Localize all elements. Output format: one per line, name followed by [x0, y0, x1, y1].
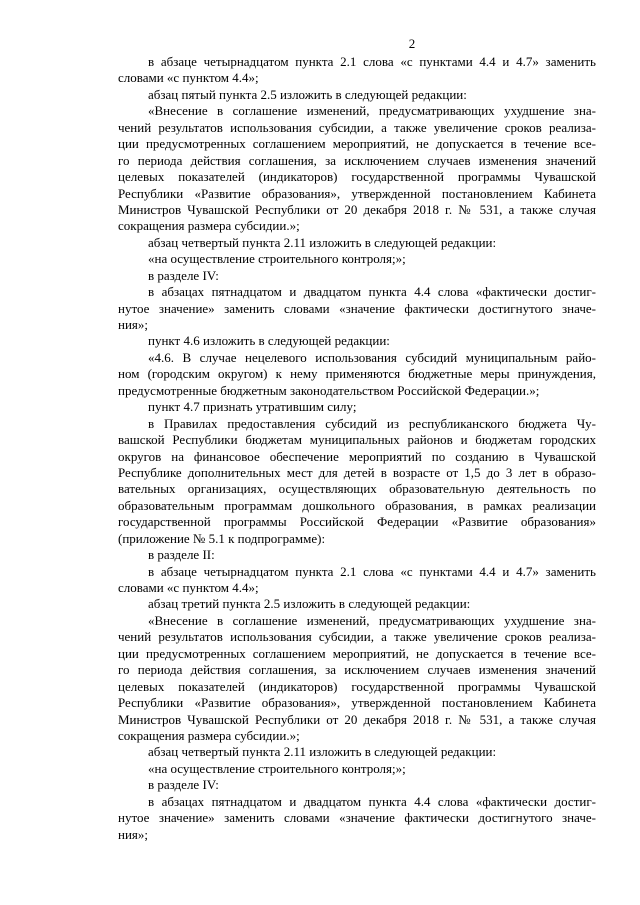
- text-line: чений результатов использования субсидии, а также увеличение сроков реализа-: [118, 629, 596, 645]
- text-line: «на осуществление строительного контроля;»;: [148, 251, 406, 267]
- text-line: чений результатов использования субсидии, а также увеличение сроков реализа-: [118, 119, 596, 135]
- text-line: целевых показателей (индикаторов) государственной программы Чувашской: [118, 678, 596, 694]
- text-line: абзац пятый пункта 2.5 изложить в следующей редакции:: [148, 86, 467, 102]
- text-line: нутое значение» заменить словами «значение фактически достигнутого значе-: [118, 810, 596, 826]
- text-line: «4.6. В случае нецелевого использования субсидий муниципальным райо-: [148, 349, 596, 365]
- text-line: в разделе IV:: [148, 777, 219, 793]
- text-line: словами «с пунктом 4.4»;: [118, 580, 259, 595]
- text-line: «на осуществление строительного контроля;»;: [148, 760, 406, 776]
- text-line: Республики «Развитие образования», утвержденной постановлением Кабинета: [118, 185, 596, 201]
- text-line: в Правилах предоставления субсидий из республиканского бюджета Чу-: [148, 415, 596, 431]
- text-line: предусмотренные бюджетным законодательством Российской Федерации.»;: [118, 382, 540, 398]
- text-line: образовательным программам дошкольного образования, в рамках реализации: [118, 497, 596, 513]
- text-line: (приложение № 5.1 к подпрограмме):: [118, 530, 326, 546]
- text-line: пункт 4.6 изложить в следующей редакции:: [148, 333, 390, 349]
- text-line: го периода действия соглашения, за исключением случаев изменения значений: [118, 152, 596, 168]
- text-line: «Внесение в соглашение изменений, предусматривающих ухудшение зна-: [148, 103, 596, 119]
- text-line: ния»;: [118, 317, 149, 332]
- text-line: ния»;: [118, 826, 149, 842]
- text-line: государственной программы Российской Федерации «Развитие образования»: [118, 514, 596, 530]
- text-line: в разделе II:: [148, 547, 215, 563]
- text-line: абзац четвертый пункта 2.11 изложить в следующей редакции:: [148, 744, 497, 760]
- text-line: ции предусмотренных соглашением мероприятий, не допускается в течение все-: [118, 136, 596, 152]
- text-line: «Внесение в соглашение изменений, предусматривающих ухудшение зна-: [148, 612, 596, 628]
- text-line: вательных организациях, осуществляющих образовательную деятельность по: [118, 481, 596, 497]
- text-line: сокращения размера субсидии.»;: [118, 727, 300, 743]
- document-body: [118, 54, 596, 843]
- text-line: абзац четвертый пункта 2.11 изложить в следующей редакции:: [148, 234, 497, 250]
- text-line: Министров Чувашской Республики от 20 декабря 2018 г. № 531, а также случая: [118, 201, 596, 217]
- text-line: вашской Республики бюджетам муниципальных районов и бюджетам городских: [118, 432, 596, 448]
- text-line: словами «с пунктом 4.4»;: [118, 70, 259, 86]
- text-line: в абзацах пятнадцатом и двадцатом пункта 4.4 слова «фактически достиг-: [148, 793, 596, 809]
- text-line: сокращения размера субсидии.»;: [118, 218, 300, 234]
- text-line: пункт 4.7 признать утратившим силу;: [148, 399, 357, 415]
- text-line: в абзацах пятнадцатом и двадцатом пункта 4.4 слова «фактически достиг-: [148, 284, 596, 300]
- text-line: го периода действия соглашения, за исключением случаев изменения значений: [118, 662, 596, 678]
- text-line: Республике дополнительных мест для детей в возрасте от 1,5 до 3 лет в образо-: [118, 464, 596, 480]
- text-line: в абзаце четырнадцатом пункта 2.1 слова «с пунктами 4.4 и 4.7» заменить: [148, 54, 596, 69]
- text-line: Республики «Развитие образования», утвержденной постановлением Кабинета: [118, 695, 596, 711]
- text-line: в абзаце четырнадцатом пункта 2.1 слова «с пунктами 4.4 и 4.7» заменить: [148, 563, 596, 579]
- page-number: 2: [408, 36, 416, 51]
- text-line: нутое значение» заменить словами «значение фактически достигнутого значе-: [118, 300, 596, 316]
- text-line: абзац третий пункта 2.5 изложить в следующей редакции:: [148, 596, 471, 612]
- text-line: Министров Чувашской Республики от 20 декабря 2018 г. № 531, а также случая: [118, 711, 596, 727]
- text-line: округов на финансовое обеспечение мероприятий по созданию в Чувашской: [118, 448, 596, 464]
- text-line: целевых показателей (индикаторов) государственной программы Чувашской: [118, 169, 596, 185]
- text-line: ном (городским округом) к нему применяются бюджетные меры принуждения,: [118, 366, 596, 382]
- text-line: ции предусмотренных соглашением мероприятий, не допускается в течение все-: [118, 645, 596, 661]
- text-line: в разделе IV:: [148, 267, 219, 283]
